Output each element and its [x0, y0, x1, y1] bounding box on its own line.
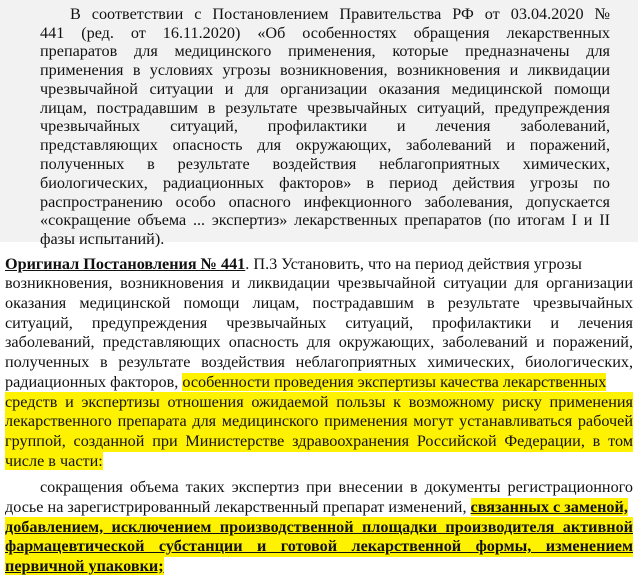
- highlighted-bold-text: связанных с заменой,: [470, 497, 628, 516]
- original-line: заболеваний, представляющих опасность для окружающих, заболеваний и поражений,: [5, 333, 633, 352]
- quote-line: 441 (ред. от 16.11.2020) «Об особенностях обращения лекарственных: [40, 23, 610, 42]
- original-intro: . П.3 Установить, что на период действия угрозы: [245, 254, 582, 273]
- highlighted-text: особенности проведения экспертизы качества лекарственных: [182, 372, 607, 391]
- highlighted-bold-line: добавлением, исключением производственной площадки производителя активной: [5, 517, 633, 536]
- quote-line: полученных в результате воздействия неблагоприятных химических,: [40, 155, 610, 174]
- original-line-plain: радиационных факторов,: [5, 372, 183, 391]
- highlighted-line: лекарственного препарата для медицинского применения могут устанавливаться рабочей: [5, 412, 633, 431]
- highlighted-line: группой, созданной при Министерстве здравоохранения Российской Федерации, в том: [5, 432, 633, 451]
- highlighted-text: числе в части:: [5, 451, 103, 470]
- quote-line: представляющих опасность для окружающих, заболеваний и поражений,: [40, 136, 610, 155]
- quote-line: чрезвычайной ситуации и для организации оказания медицинской помощи: [40, 79, 610, 98]
- quote-line: лицам, пострадавшим в результате чрезвычайных ситуаций, предупреждения: [40, 98, 610, 117]
- quote-line: распространению особо опасного инфекционного заболевания, допускается: [40, 192, 610, 211]
- item-line-plain: досье на зарегистрированный лекарственный препарат изменений,: [5, 497, 471, 516]
- quote-line: применения в условиях угрозы возникновения, возникновения и ликвидации: [40, 61, 610, 80]
- original-first-line: [5, 254, 633, 275]
- highlighted-bold-line: фармацевтической субстанции и готовой лекарственной формы, изменением: [5, 537, 633, 556]
- highlighted-bold-text: первичной упаковки;: [5, 557, 164, 575]
- highlighted-bold-line-last: [5, 556, 633, 577]
- highlighted-line-last: [5, 451, 633, 472]
- quote-line: чрезвычайных ситуаций, профилактики и лечения заболеваний,: [40, 117, 610, 136]
- quote-line: фазы испытаний).: [40, 230, 165, 249]
- quote-line: «сокращение объема ... экспертиз» лекарственных препаратов (по итогам I и II: [40, 211, 610, 230]
- item-line: [5, 497, 633, 518]
- original-line: оказания медицинской помощи лицам, пострадавшим в результате чрезвычайных: [5, 294, 633, 313]
- item-line: сокращения объема таких экспертиз при внесении в документы регистрационного: [40, 478, 633, 497]
- original-line: полученных в результате воздействия неблагоприятных химических, биологических,: [5, 353, 633, 372]
- original-line: ситуаций, предупреждения чрезвычайных ситуаций, профилактики и лечения: [5, 313, 633, 332]
- highlighted-line: средств и экспертизы отношения ожидаемой пользы к возможному риску применения: [5, 392, 633, 411]
- original-line: возникновения, возникновения и ликвидации чрезвычайной ситуации для организации: [5, 274, 633, 293]
- quote-line: биологических, радиационных факторов» в период действия угрозы по: [40, 173, 610, 192]
- quote-line: препаратов для медицинского применения, которые предназначены для: [40, 42, 610, 61]
- original-line: [5, 372, 633, 393]
- original-label: Оригинал Постановления № 441: [5, 254, 246, 273]
- quote-box: [0, 0, 638, 249]
- quote-line: В соответствии с Постановлением Правительства РФ от 03.04.2020 №: [70, 4, 610, 23]
